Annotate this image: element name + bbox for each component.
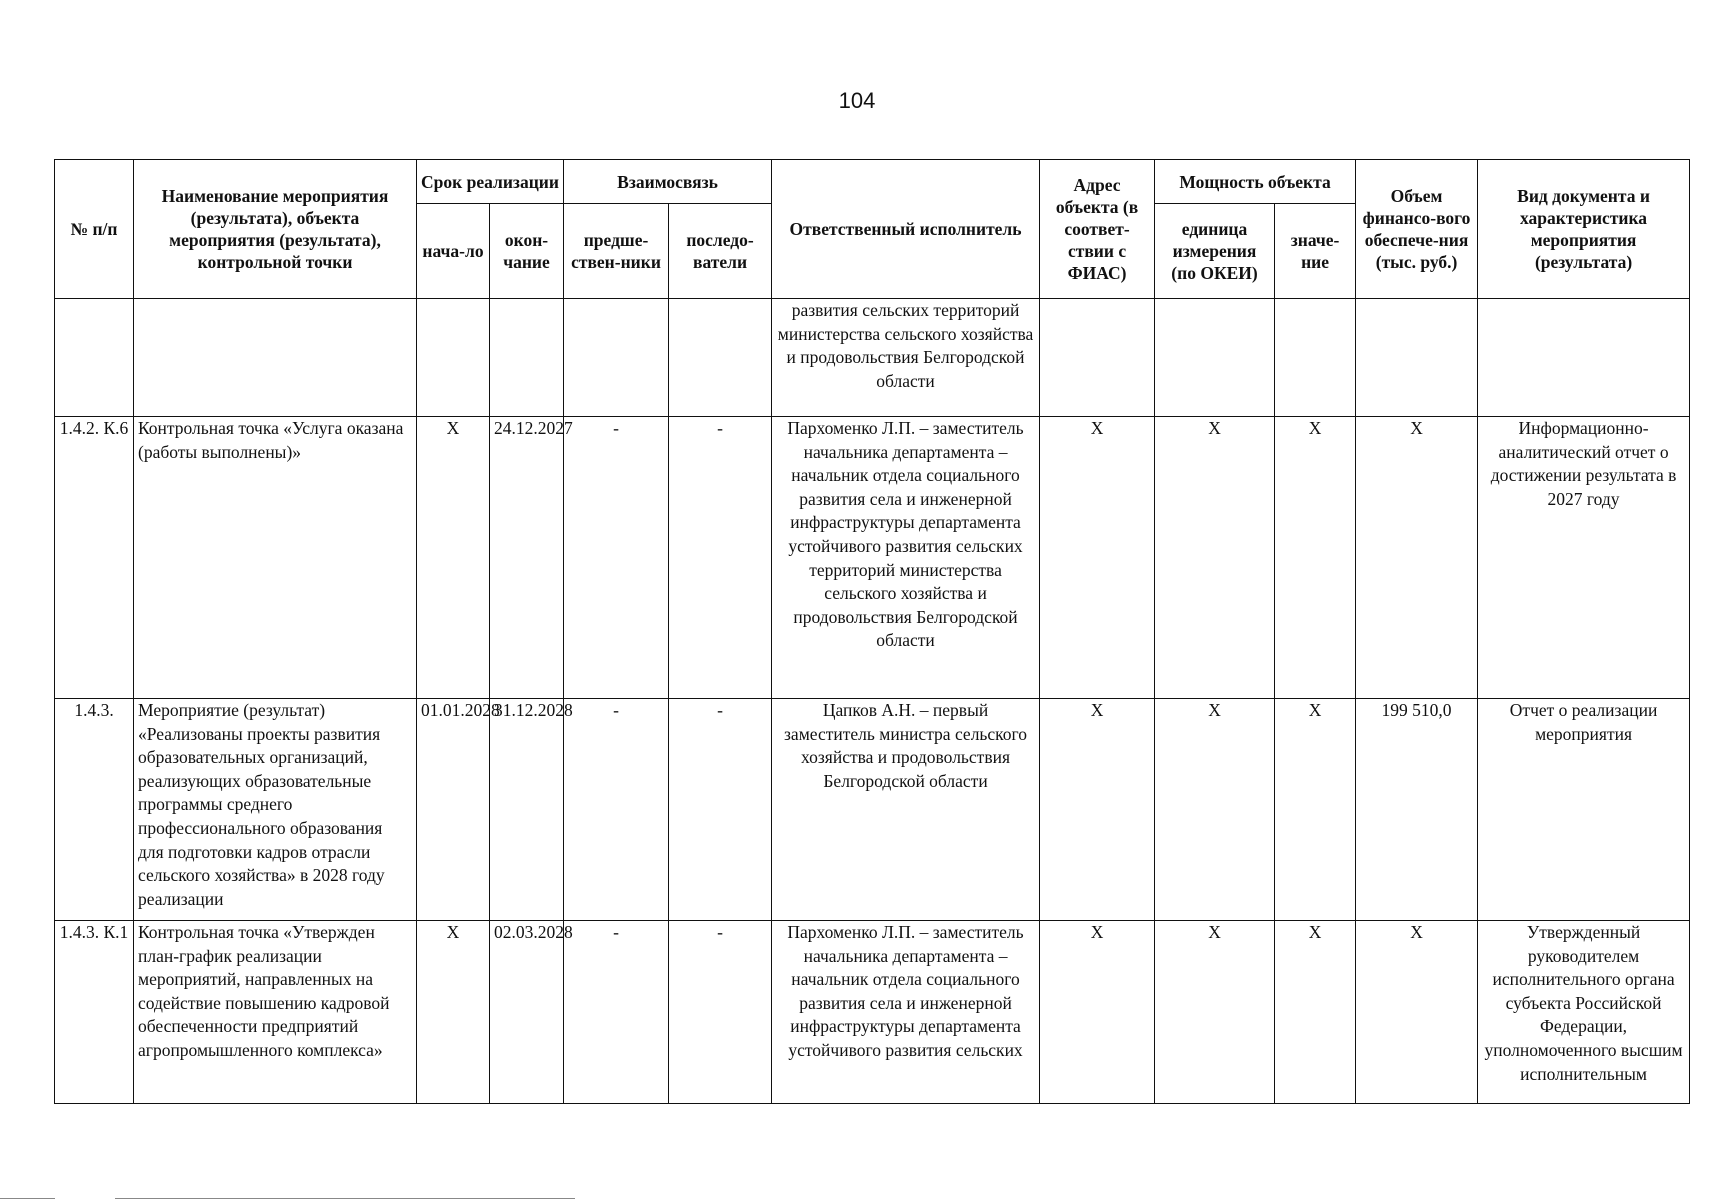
cell-responsible: Цапков А.Н. – первый заместитель министра сельского хозяйства и продовольствия Белгородской области [772, 699, 1040, 921]
header-address: Адрес объекта (в соответ-ствии с ФИАС) [1040, 160, 1155, 299]
cell-unit: X [1155, 699, 1275, 921]
cell-doc: Отчет о реализации мероприятия [1478, 699, 1690, 921]
cell-succ: - [669, 699, 772, 921]
header-cap-unit: единица измерения (по ОКЕИ) [1155, 204, 1275, 299]
header-num: № п/п [55, 160, 134, 299]
cell-num: 1.4.3. [55, 699, 134, 921]
cell-name [134, 299, 417, 417]
cell-start: X [417, 921, 490, 1104]
cell-doc: Утвержденный руководителем исполнительного органа субъекта Российской Федерации, уполномоченного высшим исполнительным [1478, 921, 1690, 1104]
cell-end [490, 299, 564, 417]
header-responsible: Ответственный исполнитель [772, 160, 1040, 299]
cell-doc: Информационно-аналитический отчет о достижении результата в 2027 году [1478, 417, 1690, 699]
cell-num: 1.4.3. К.1 [55, 921, 134, 1104]
cell-name: Контрольная точка «Услуга оказана (работы выполнены)» [134, 417, 417, 699]
table-row [55, 921, 1690, 1104]
cell-value: X [1275, 417, 1356, 699]
cell-unit: X [1155, 921, 1275, 1104]
page-number: 104 [838, 88, 876, 113]
header-finance: Объем финансо-вого обеспече-ния (тыс. руб.) [1356, 160, 1478, 299]
cell-value: X [1275, 921, 1356, 1104]
header-relation: Взаимосвязь [564, 160, 772, 204]
cell-succ: - [669, 921, 772, 1104]
cell-num: 1.4.2. К.6 [55, 417, 134, 699]
cell-address [1040, 299, 1155, 417]
cell-address: X [1040, 417, 1155, 699]
cell-unit: X [1155, 417, 1275, 699]
cell-start [417, 299, 490, 417]
header-name: Наименование мероприятия (результата), объекта мероприятия (результата), контрольной точки [134, 160, 417, 299]
header-term: Срок реализации [417, 160, 564, 204]
header-capacity: Мощность объекта [1155, 160, 1356, 204]
cell-num [55, 299, 134, 417]
cell-value: X [1275, 699, 1356, 921]
header-rel-pred: предше-ствен-ники [564, 204, 669, 299]
cell-pred [564, 299, 669, 417]
table-row [55, 699, 1690, 921]
cell-pred: - [564, 699, 669, 921]
header-cap-value: значе-ние [1275, 204, 1356, 299]
cell-finance: X [1356, 921, 1478, 1104]
table-header-row [55, 160, 1690, 204]
header-rel-succ: последо-ватели [669, 204, 772, 299]
scan-line-left [0, 1198, 55, 1199]
cell-end: 24.12.2027 [490, 417, 564, 699]
cell-address: X [1040, 699, 1155, 921]
cell-start: 01.01.2028 [417, 699, 490, 921]
cell-succ: - [669, 417, 772, 699]
cell-responsible: развития сельских территорий министерства сельского хозяйства и продовольствия Белгородской области [772, 299, 1040, 417]
activities-table [54, 159, 1690, 1104]
cell-name: Контрольная точка «Утвержден план-график реализации мероприятий, направленных на содействие повышению кадровой обеспеченности предприятий агропромышленного комплекса» [134, 921, 417, 1104]
scan-line-right [115, 1198, 575, 1199]
cell-value [1275, 299, 1356, 417]
cell-start: X [417, 417, 490, 699]
cell-responsible: Пархоменко Л.П. – заместитель начальника департамента – начальник отдела социального развития села и инженерной инфраструктуры департамента устойчивого развития сельских [772, 921, 1040, 1104]
cell-pred: - [564, 417, 669, 699]
table-row [55, 299, 1690, 417]
cell-end: 31.12.2028 [490, 699, 564, 921]
cell-finance: 199 510,0 [1356, 699, 1478, 921]
table-row [55, 417, 1690, 699]
cell-pred: - [564, 921, 669, 1104]
header-term-start: нача-ло [417, 204, 490, 299]
cell-doc [1478, 299, 1690, 417]
cell-name: Мероприятие (результат) «Реализованы проекты развития образовательных организаций, реализующих образовательные программы среднего профессионального образования для подготовки кадров отрасли сельского хозяйства» в 2028 году реализации [134, 699, 417, 921]
header-term-end: окон-чание [490, 204, 564, 299]
cell-responsible: Пархоменко Л.П. – заместитель начальника департамента – начальник отдела социального развития села и инженерной инфраструктуры департамента устойчивого развития сельских территорий министерства сельского хозяйства и продовольствия Белгородской области [772, 417, 1040, 699]
cell-unit [1155, 299, 1275, 417]
header-doc: Вид документа и характеристика мероприятия (результата) [1478, 160, 1690, 299]
cell-end: 02.03.2028 [490, 921, 564, 1104]
cell-address: X [1040, 921, 1155, 1104]
cell-succ [669, 299, 772, 417]
cell-finance [1356, 299, 1478, 417]
cell-finance: X [1356, 417, 1478, 699]
